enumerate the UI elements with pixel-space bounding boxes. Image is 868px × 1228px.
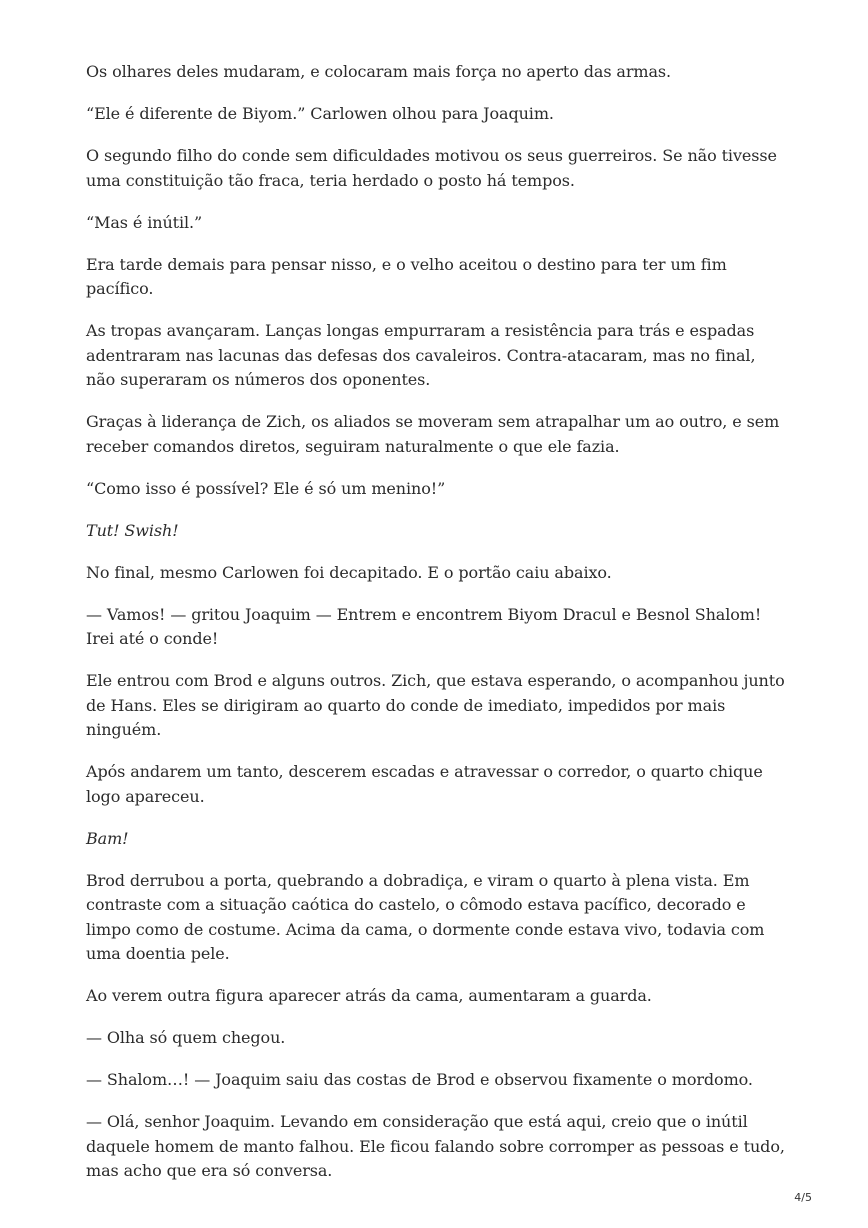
paragraph: Era tarde demais para pensar nisso, e o velho aceitou o destino para ter um fim pacífico. (86, 254, 727, 298)
paragraph: Graças à liderança de Zich, os aliados se moveram sem atrapalhar um ao outro, e sem receber comandos diretos, seguiram naturalmente o que ele fazia. (86, 412, 780, 456)
sound-effect-paragraph: Bam! (86, 828, 129, 848)
paragraph: “Como isso é possível? Ele é só um menino!” (86, 478, 446, 498)
paragraph: “Mas é inútil.” (86, 212, 203, 232)
paragraph: Após andarem um tanto, descerem escadas e atravessar o corredor, o quarto chique logo apareceu. (86, 762, 763, 806)
paragraph: Os olhares deles mudaram, e colocaram mais força no aperto das armas. (86, 62, 672, 81)
paragraph: “Ele é diferente de Biyom.” Carlowen olhou para Joaquim. (86, 104, 554, 123)
paragraph: Brod derrubou a porta, quebrando a dobradiça, e viram o quarto à plena vista. Em contraste com a situação caótica do castelo, o cômodo estava pacífico, decorado e limpo como de costume. Acima da cama, o dormente conde estava vivo, todavia com uma doentia pele. (86, 870, 765, 963)
sound-effect-paragraph: Tut! Swish! (86, 520, 179, 540)
paragraph: — Olá, senhor Joaquim. Levando em consideração que está aqui, creio que o inútil daquele homem de manto falhou. Ele ficou falando sobre corromper as pessoas e tudo, mas acho que era só conversa. (86, 1112, 785, 1180)
paragraph: Ele entrou com Brod e alguns outros. Zich, que estava esperando, o acompanhou junto de Hans. Eles se dirigiram ao quarto do conde de imediato, impedidos por mais ninguém. (86, 671, 785, 739)
paragraph: O segundo filho do conde sem dificuldades motivou os seus guerreiros. Se não tivesse uma constituição tão fraca, teria herdado o posto há tempos. (86, 146, 777, 190)
page-number: 4/5 (794, 1191, 812, 1204)
paragraph: No final, mesmo Carlowen foi decapitado. E o portão caiu abaixo. (86, 562, 612, 582)
paragraph: Ao verem outra figura aparecer atrás da cama, aumentaram a guarda. (86, 986, 652, 1005)
paragraph: — Shalom…! — Joaquim saiu das costas de Brod e observou fixamente o mordomo. (86, 1070, 753, 1089)
paragraph: As tropas avançaram. Lanças longas empurraram a resistência para trás e espadas adentraram nas lacunas das defesas dos cavaleiros. Contra-atacaram, mas no final, não superaram os números dos oponentes. (86, 321, 756, 389)
paragraph: — Olha só quem chegou. (86, 1028, 286, 1047)
document-body (86, 60, 786, 1201)
paragraph: — Vamos! — gritou Joaquim — Entrem e encontrem Biyom Dracul e Besnol Shalom! Irei até o conde! (86, 604, 762, 648)
